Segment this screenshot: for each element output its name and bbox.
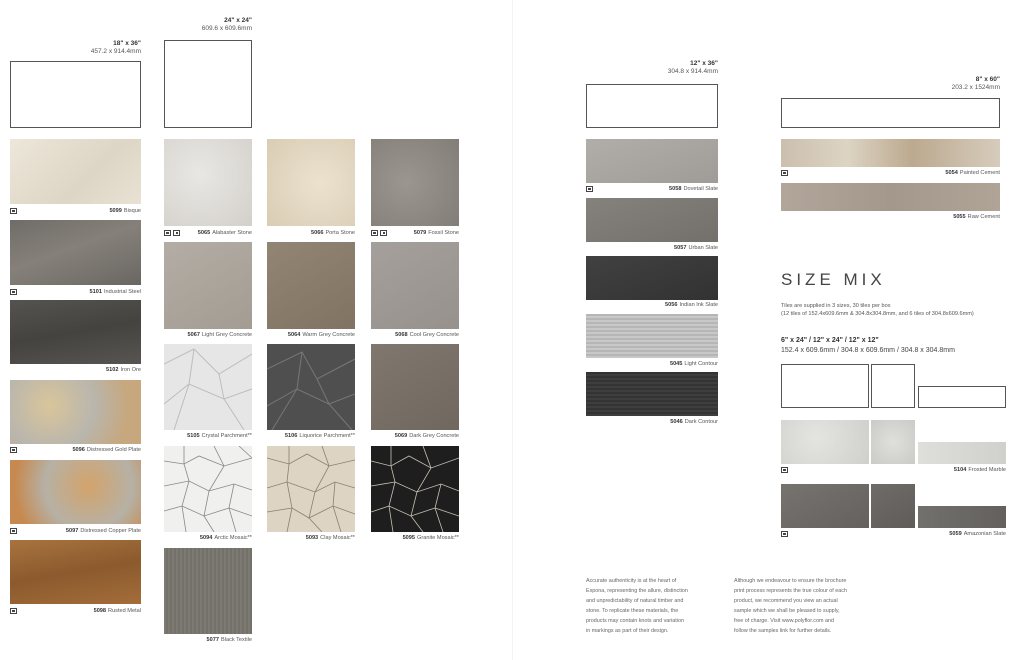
tile-swatch-5065 xyxy=(164,139,252,226)
tile-icon xyxy=(380,230,387,236)
tile-swatch-5064 xyxy=(267,242,355,329)
tile-caption-5105: 5105 Crystal Parchment** xyxy=(187,433,252,439)
tile-icon xyxy=(10,289,17,295)
tile-caption-5065: 5065 Alabaster Stone xyxy=(197,230,252,236)
mosaic-pattern xyxy=(164,446,252,532)
mosaic-pattern xyxy=(267,446,355,532)
tile-swatch-5095 xyxy=(371,446,459,532)
tile-caption-5102: 5102 Iron Ore xyxy=(106,367,141,373)
tile-caption-5059: 5059 Amazonian Slate xyxy=(949,531,1006,537)
size-mix-note: Tiles are supplied in 3 sizes, 30 tiles per box (12 tiles of 152.4x609.6mm & 304.8x304.8mm, and 6 tiles of 304.8x609.6mm) xyxy=(781,303,974,317)
tile-icon xyxy=(781,467,788,473)
tile-icon xyxy=(10,447,17,453)
tile-swatch-5101 xyxy=(10,220,141,285)
tile-caption-5055: 5055 Raw Cement xyxy=(953,214,1000,220)
size-outline-12x24 xyxy=(781,364,869,408)
tile-swatch-5046 xyxy=(586,372,718,416)
crystal-pattern xyxy=(267,344,355,430)
tile-caption-5106: 5106 Liquorice Parchment** xyxy=(284,433,355,439)
tile-swatch-5066 xyxy=(267,139,355,226)
size-outline-8x60 xyxy=(781,98,1000,128)
size-header-12x36: 12" x 36" 304.8 x 914.4mm xyxy=(667,60,718,75)
tile-swatch-5099 xyxy=(10,139,141,204)
size-outline-6x24 xyxy=(918,386,1006,408)
size-mix-title: SIZE MIX xyxy=(781,270,886,289)
tile-caption-5095: 5095 Granite Mosaic** xyxy=(402,535,459,541)
tile-caption-5067: 5067 Light Grey Concrete xyxy=(187,332,252,338)
tile-caption-5097: 5097 Distressed Copper Plate xyxy=(65,528,141,534)
tile-caption-5077: 5077 Black Textile xyxy=(206,637,252,643)
tile-swatch-5054 xyxy=(781,139,1000,167)
tile-swatch-5098 xyxy=(10,540,141,604)
tile-swatch-5045 xyxy=(586,314,718,358)
tile-swatch-5059-c xyxy=(918,506,1006,528)
tile-swatch-5067 xyxy=(164,242,252,329)
body-text-right: Although we endeavour to ensure the brochure print process represents the true colour of each product, we recommend you view an actual sample which we shall be pleased to supply, free of charge. Visit www.polyflor.com and follow the samples link for further details. xyxy=(734,578,847,634)
tile-swatch-5058 xyxy=(586,139,718,183)
tile-caption-5046: 5046 Dark Contour xyxy=(670,419,718,425)
tile-caption-5104: 5104 Frosted Marble xyxy=(953,467,1006,473)
tile-swatch-5056 xyxy=(586,256,718,300)
size-header-8x60: 8" x 60" 203.2 x 1524mm xyxy=(951,76,1000,91)
tile-icon xyxy=(781,531,788,537)
tile-swatch-5079 xyxy=(371,139,459,226)
tile-caption-5058: 5058 Dovetail Slate xyxy=(669,186,718,192)
size-outline-12x12 xyxy=(871,364,915,408)
tile-icon xyxy=(781,170,788,176)
page-gutter xyxy=(512,0,513,660)
tile-icon xyxy=(371,230,378,236)
tile-caption-5066: 5066 Porta Stone xyxy=(311,230,355,236)
size-outline-18x36 xyxy=(10,61,141,128)
tile-icon xyxy=(10,208,17,214)
tile-swatch-5104-c xyxy=(918,442,1006,464)
tile-icon xyxy=(10,608,17,614)
body-text-left: Accurate authenticity is at the heart of Expona, representing the allure, distinction and unpredictability of natural timber and stone. To replicate these materials, the products may contain knots and variation in markings as part of their design. xyxy=(586,578,688,634)
tile-swatch-5104-b xyxy=(871,420,915,464)
tile-caption-5068: 5068 Cool Grey Concrete xyxy=(395,332,459,338)
tile-swatch-5069 xyxy=(371,344,459,430)
tile-swatch-5105 xyxy=(164,344,252,430)
tile-swatch-5096 xyxy=(10,380,141,444)
tile-swatch-5093 xyxy=(267,446,355,532)
tile-caption-5057: 5057 Urban Slate xyxy=(674,245,718,251)
size-mix-dimensions: 6" x 24" / 12" x 24" / 12" x 12" 152.4 x 609.6mm / 304.8 x 609.6mm / 304.8 x 304.8mm xyxy=(781,337,955,354)
tile-caption-5101: 5101 Industrial Steel xyxy=(89,289,141,295)
tile-icon xyxy=(586,186,593,192)
mosaic-pattern xyxy=(371,446,459,532)
tile-caption-5069: 5069 Dark Grey Concrete xyxy=(394,433,459,439)
tile-swatch-5055 xyxy=(781,183,1000,211)
tile-swatch-5068 xyxy=(371,242,459,329)
tile-caption-5045: 5045 Light Contour xyxy=(669,361,718,367)
tile-icon xyxy=(10,528,17,534)
tile-swatch-5106 xyxy=(267,344,355,430)
tile-caption-5096: 5096 Distressed Gold Plate xyxy=(72,447,141,453)
crystal-pattern xyxy=(164,344,252,430)
tile-caption-5056: 5056 Indian Ink Slate xyxy=(664,302,718,308)
tile-caption-5099: 5099 Bisque xyxy=(109,208,141,214)
tile-swatch-5104-a xyxy=(781,420,869,464)
size-header-18x36: 18" x 36" 457.2 x 914.4mm xyxy=(90,40,141,55)
tile-caption-5054: 5054 Painted Cement xyxy=(945,170,1000,176)
tile-caption-5079: 5079 Fossil Stone xyxy=(413,230,459,236)
tile-swatch-5057 xyxy=(586,198,718,242)
tile-swatch-5097 xyxy=(10,460,141,524)
tile-swatch-5102 xyxy=(10,300,141,364)
tile-caption-5064: 5064 Warm Grey Concrete xyxy=(287,332,355,338)
tile-swatch-5059-b xyxy=(871,484,915,528)
tile-caption-5094: 5094 Arctic Mosaic** xyxy=(199,535,252,541)
tile-caption-5098: 5098 Rusted Metal xyxy=(93,608,141,614)
tile-caption-5093: 5093 Clay Mosaic** xyxy=(305,535,355,541)
tile-swatch-5059-a xyxy=(781,484,869,528)
tile-icon xyxy=(173,230,180,236)
size-outline-24x24 xyxy=(164,40,252,128)
tile-swatch-5094 xyxy=(164,446,252,532)
size-header-24x24: 24" x 24" 609.6 x 609.6mm xyxy=(201,17,252,32)
tile-icon xyxy=(164,230,171,236)
size-outline-12x36 xyxy=(586,84,718,128)
tile-swatch-5077 xyxy=(164,548,252,634)
